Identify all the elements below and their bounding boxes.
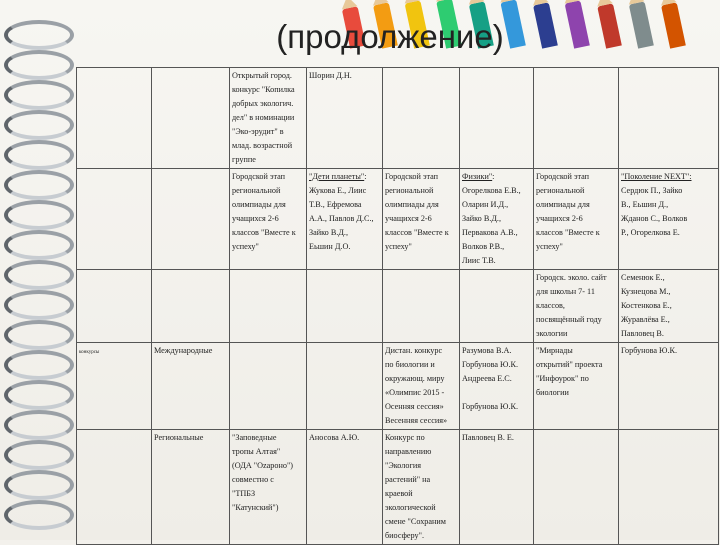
table-cell xyxy=(460,270,534,343)
table-cell: Конкурс по направлению "Экология растений" на краевой экологической смене "Сохраним биосферу". xyxy=(383,430,460,545)
table-cell: конкурсы xyxy=(77,343,152,430)
table-cell: Городской этап региональной олимпиады для учащихся 2-6 классов "Вместе к успеху" xyxy=(383,169,460,270)
table-cell: Павловец В. Е. xyxy=(460,430,534,545)
table-cell: "Поколение NEXT": Сердюк П., Зайко В., Еьшин Д., Жданов С., Волков Р., Огорелкова Е. xyxy=(619,169,719,270)
table-cell: Разумова В.А. Горбунова Ю.К. Андреева Е.С. Горбунова Ю.К. xyxy=(460,343,534,430)
table-cell: Семенюк Е., Кузнецова М., Костенкова Е., Журавлёва Е., Павловец В. xyxy=(619,270,719,343)
table-cell xyxy=(619,68,719,169)
table-cell xyxy=(77,270,152,343)
table-row xyxy=(77,430,719,545)
table-cell xyxy=(383,68,460,169)
table-row xyxy=(77,169,719,270)
awards-table xyxy=(76,67,719,545)
table-cell xyxy=(307,343,383,430)
table-cell xyxy=(460,68,534,169)
table-cell: Городск. эколо. сайт для школьн 7- 11 классов, посвящённый году экологии xyxy=(534,270,619,343)
table-row xyxy=(77,343,719,430)
table-cell xyxy=(77,430,152,545)
table-cell xyxy=(230,270,307,343)
table-row xyxy=(77,68,719,169)
spiral-binding xyxy=(0,20,70,540)
table-cell: Городской этап региональной олимпиады для учащихся 2-6 классов "Вместе к успеху" xyxy=(534,169,619,270)
table-cell: "Дети планеты": Жукова Е., Лиис Т.В., Ефремова А.А., Павлов Д.С., Зайко В.Д., Еьшин Д.О. xyxy=(307,169,383,270)
table-cell: Городской этап региональной олимпиады для учащихся 2-6 классов "Вместе к успеху" xyxy=(230,169,307,270)
table-cell xyxy=(534,430,619,545)
table-cell: Дистан. конкурс по биологии и окружающ. миру «Олимпис 2015 - Осенняя сессия» Весенняя сессия» xyxy=(383,343,460,430)
table-cell xyxy=(152,270,230,343)
table-cell: Открытый город. конкурс "Копилка добрых экологич. дел" в номинации "Эко-эрудит" в млад. возрастной группе xyxy=(230,68,307,169)
table-cell xyxy=(77,68,152,169)
table-cell: Региональные xyxy=(152,430,230,545)
table-cell: "Мирнады открытий" проекта "Инфоурок" по биологии xyxy=(534,343,619,430)
table-cell: "Заповедные тропы Алтая" (ОДА "Ozapoно") совместно с "ТПБЗ "Катунский") xyxy=(230,430,307,545)
table-cell: Международные xyxy=(152,343,230,430)
table-cell xyxy=(77,169,152,270)
table-cell xyxy=(619,430,719,545)
table-cell: Аносова А.Ю. xyxy=(307,430,383,545)
table-cell xyxy=(152,68,230,169)
table-cell xyxy=(230,343,307,430)
table-cell xyxy=(383,270,460,343)
table-cell xyxy=(152,169,230,270)
table-cell: Шорин Д.Н. xyxy=(307,68,383,169)
slide-title: (продолжение) xyxy=(276,18,504,55)
table-cell xyxy=(534,68,619,169)
table-cell xyxy=(307,270,383,343)
table-cell: Горбунова Ю.К. xyxy=(619,343,719,430)
table-row xyxy=(77,270,719,343)
table-cell: Физики": Огорелкова Е.В., Оларин И.Д., Зайко В.Д., Первакова А.В., Волков Р.В., Лиис Т.В. xyxy=(460,169,534,270)
